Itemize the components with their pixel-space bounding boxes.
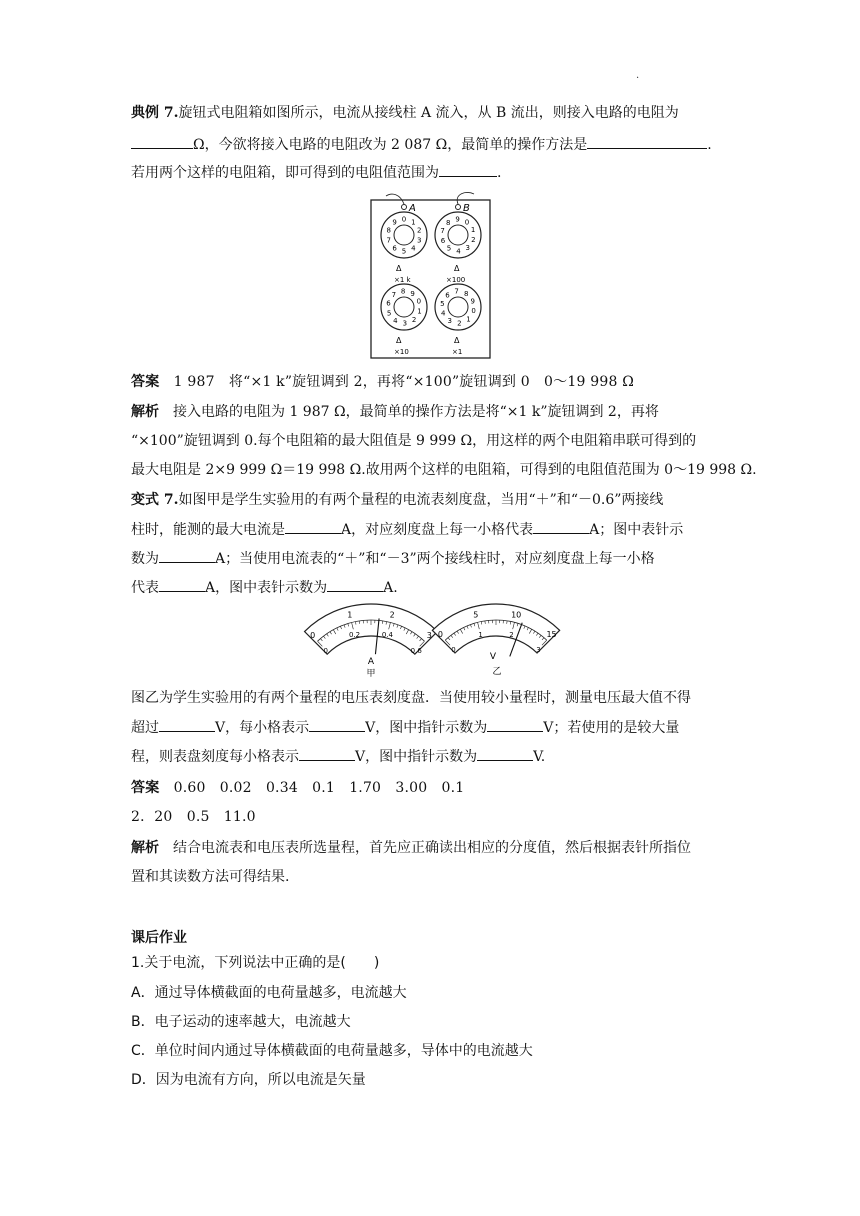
- variant7-cont-text3b: V，图中指针示数为: [355, 749, 478, 765]
- dial-digit: 6: [392, 244, 397, 253]
- variant7-line3: [131, 548, 655, 569]
- option-c: C．单位时间内通过导体横截面的电荷量越多，导体中的电流越大: [131, 1043, 533, 1059]
- dial-digit: 5: [446, 244, 452, 253]
- answer2-label: 答案: [131, 780, 160, 796]
- meter-scale-label: 0: [310, 631, 316, 641]
- meter-scale-label: 5: [473, 610, 479, 620]
- meter-scale-label: 0: [451, 645, 456, 654]
- variant7-text2c: A；图中表针示: [589, 522, 684, 538]
- analysis2-line2: 置和其读数方法可得结果.: [131, 869, 290, 885]
- tri-mark: Δ: [454, 264, 460, 273]
- meter-scale-label: 0: [323, 646, 328, 655]
- variant7-line2: [131, 519, 683, 540]
- corner-mark: .: [636, 70, 640, 81]
- variant7-cont-text3c: V.: [533, 749, 546, 765]
- answer-blank: [477, 746, 533, 761]
- terminal-a: [402, 205, 407, 210]
- meter-scale-label: 3: [426, 631, 432, 641]
- analysis1-line3: 最大电阻是 2×9 999 Ω＝19 998 Ω.故用两个这样的电阻箱，可得到的电阻值范围为 0～19 998 Ω.: [131, 462, 757, 478]
- wire-a: [386, 194, 404, 204]
- resistor-box-figure: [370, 188, 492, 360]
- meter-scale-label: 0.4: [381, 631, 394, 640]
- dial-knob-center: [448, 225, 468, 245]
- variant7-cont-line1: 图乙为学生实验用的有两个量程的电压表刻度盘．当使用较小量程时，测量电压最大值不得: [131, 690, 691, 706]
- analysis1-label: 解析: [131, 404, 159, 420]
- meter-scale-label: 3: [536, 645, 541, 654]
- dial-digit: 4: [411, 244, 416, 253]
- variant7-line1: [131, 490, 663, 510]
- meter-scale-label: 2: [509, 630, 514, 639]
- dial-digit: 0: [401, 215, 407, 224]
- variant7-cont-text2d: V；若使用的是较大量: [543, 720, 680, 736]
- voltmeter-name: 乙: [492, 667, 502, 677]
- analysis2-label: 解析: [131, 840, 159, 856]
- answer-blank: [439, 162, 497, 177]
- variant7-text2b: A，对应刻度盘上每一小格代表: [341, 522, 534, 538]
- ammeter-unit: A: [367, 657, 375, 667]
- dial-digit: 6: [445, 291, 450, 300]
- meter-scale-label: 0: [437, 630, 444, 640]
- dial-label-x1k: ×1 k: [394, 276, 411, 284]
- dial-digit: 1: [411, 218, 416, 227]
- example7-text3: 若用两个这样的电阻箱，即可得到的电阻值范围为: [131, 165, 439, 181]
- terminal-a-label: A: [409, 203, 416, 214]
- tri-mark: Δ: [396, 336, 402, 345]
- dial-digit: 2: [457, 319, 462, 328]
- variant7-cont-line3: [131, 746, 545, 767]
- meter-scale-label: 1: [347, 610, 353, 620]
- voltmeter-dial: [432, 604, 559, 656]
- dial-label-x1: ×1: [452, 348, 463, 356]
- dial-digit: 6: [386, 299, 391, 308]
- variant7-text1: 如图甲是学生实验用的有两个量程的电流表刻度盘，当用“＋”和“－0.6”两接线: [178, 492, 664, 508]
- answer-blank: [587, 134, 707, 149]
- variant7-text4c: A.: [383, 580, 398, 596]
- variant7-label: 变式 7.: [131, 492, 179, 508]
- variant7-cont-text2b: V，每小格表示: [215, 720, 310, 736]
- dial-digit: 7: [440, 226, 445, 235]
- option-b: B．电子运动的速率越大，电流越大: [131, 1014, 351, 1030]
- dial-digit: 9: [470, 297, 475, 306]
- dial-digit: 6: [440, 236, 446, 245]
- answer-blank: [131, 134, 193, 149]
- example7-text3-end: .: [497, 165, 502, 181]
- dial-digit: 8: [386, 226, 392, 235]
- variant7-text4a: 代表: [131, 580, 159, 596]
- answer-blank: [159, 717, 215, 732]
- voltmeter-unit: V: [489, 652, 497, 662]
- example7-line1: [131, 103, 679, 123]
- example7-text2: Ω，今欲将接入电路的电阻改为 2 087 Ω，最简单的操作方法是: [193, 137, 588, 153]
- dial-knob-center: [448, 297, 468, 317]
- dial-digit: 7: [386, 236, 392, 245]
- dial-digit: 4: [441, 309, 446, 318]
- terminal-b-label: B: [463, 203, 470, 214]
- dial-digit: 0: [464, 218, 470, 227]
- example7-line2: [131, 134, 712, 155]
- variant7-cont-text2c: V，图中指针示数为: [365, 720, 488, 736]
- dial-digit: 2: [471, 236, 476, 245]
- variant7-cont-text3a: 程，则表盘刻度每小格表示: [131, 749, 299, 765]
- option-a: A．通过导体横截面的电荷量越多，电流越大: [131, 985, 407, 1001]
- answer-blank: [487, 717, 543, 732]
- answer2-text1: 0.60 0.02 0.34 0.1 1.70 3.00 0.1: [173, 780, 465, 796]
- meter-scale-label: 0.6: [410, 646, 422, 655]
- example7-text1: 旋钮式电阻箱如图所示，电流从接线柱 A 流入，从 B 流出，则接入电路的电阻为: [178, 105, 679, 121]
- analysis2-line1: [131, 838, 691, 858]
- answer-blank: [327, 577, 383, 592]
- dial-digit: 3: [465, 244, 471, 253]
- variant7-text4b: A，图中表针示数为: [205, 580, 328, 596]
- answer-blank: [285, 519, 341, 534]
- dial-knob-center: [394, 225, 414, 245]
- variant7-line4: [131, 577, 398, 598]
- terminal-b: [456, 205, 461, 210]
- example7-text2-end: .: [707, 137, 712, 153]
- dial-digit: 5: [440, 299, 445, 308]
- dial-digit: 7: [454, 287, 459, 296]
- dial-knob-center: [394, 297, 414, 317]
- meter-scale-label: 0.2: [348, 631, 361, 640]
- dial-digit: 3: [447, 317, 452, 326]
- option-d: D．因为电流有方向，所以电流是矢量: [131, 1072, 366, 1088]
- dial-digit: 4: [456, 247, 461, 256]
- variant7-text3b: A；当使用电流表的“＋”和“－3”两个接线柱时，对应刻度盘上每一小格: [215, 551, 655, 567]
- dial-label-x100: ×100: [446, 276, 466, 284]
- tri-mark: Δ: [396, 264, 402, 273]
- dial-digit: 8: [445, 218, 451, 227]
- dial-digit: 2: [416, 226, 422, 235]
- dial-label-x10: ×10: [394, 348, 409, 356]
- meter-scale-label: 2: [389, 610, 395, 620]
- example7-line3: [131, 162, 501, 183]
- analysis1-line1: [131, 402, 659, 422]
- meter-scale-label: 15: [546, 630, 557, 640]
- variant7-text3a: 数为: [131, 551, 159, 567]
- dial-digit: 0: [416, 297, 422, 306]
- dial-digit: 0: [471, 307, 476, 316]
- analysis2-text1: 结合电流表和电压表所选量程，首先应正确读出相应的分度值，然后根据表针所指位: [173, 840, 691, 856]
- dial-digit: 1: [417, 307, 422, 316]
- example7-label: 典例 7.: [131, 105, 179, 121]
- answer1-label: 答案: [131, 374, 160, 390]
- meter-scale-label: 10: [511, 610, 522, 620]
- meter-scale-label: 1: [478, 630, 483, 639]
- variant7-cont-line2: [131, 717, 679, 738]
- answer1-line: [131, 372, 634, 392]
- dial-digit: 5: [401, 247, 407, 256]
- answer-blank: [533, 519, 589, 534]
- answer2-line1: [131, 778, 464, 798]
- answer-blank: [159, 577, 205, 592]
- variant7-cont-text2a: 超过: [131, 720, 159, 736]
- answer-blank: [159, 548, 215, 563]
- dial-digit: 8: [400, 287, 406, 296]
- dial-digit: 3: [402, 319, 408, 328]
- homework-title: 课后作业: [131, 930, 187, 946]
- dial-digit: 1: [470, 226, 476, 235]
- answer1-text: 1 987 将“×1 k”旋钮调到 2，再将“×100”旋钮调到 0 0～19 998 Ω: [173, 374, 635, 390]
- dial-digit: 8: [464, 289, 469, 298]
- answer-blank: [309, 717, 365, 732]
- analysis1-text1: 接入电路的电阻为 1 987 Ω，最简单的操作方法是将“×1 k”旋钮调到 2，再将: [173, 404, 659, 420]
- dial-digit: 1: [466, 315, 471, 324]
- variant7-text2a: 柱时，能测的最大电流是: [131, 522, 285, 538]
- dial-digit: 7: [391, 291, 397, 300]
- meters-figure: [300, 602, 562, 678]
- homework-question: 1.关于电流，下列说法中正确的是( ): [131, 955, 380, 971]
- ammeter-dial: [305, 604, 438, 655]
- dial-digit: 4: [393, 316, 398, 325]
- dial-digit: 9: [410, 290, 415, 299]
- dial-digit: 2: [411, 315, 417, 324]
- dial-digit: 9: [392, 218, 397, 227]
- ammeter-name: 甲: [366, 669, 376, 678]
- answer2-line2: 2．20 0.5 11.0: [131, 809, 256, 825]
- dial-digit: 9: [455, 215, 460, 224]
- analysis1-line2: “×100”旋钮调到 0.每个电阻箱的最大阻值是 9 999 Ω，用这样的两个电阻箱串联可得到的: [131, 433, 697, 449]
- tri-mark: Δ: [454, 336, 460, 345]
- dial-digit: 5: [386, 309, 392, 318]
- dial-digit: 3: [416, 236, 422, 245]
- answer-blank: [299, 746, 355, 761]
